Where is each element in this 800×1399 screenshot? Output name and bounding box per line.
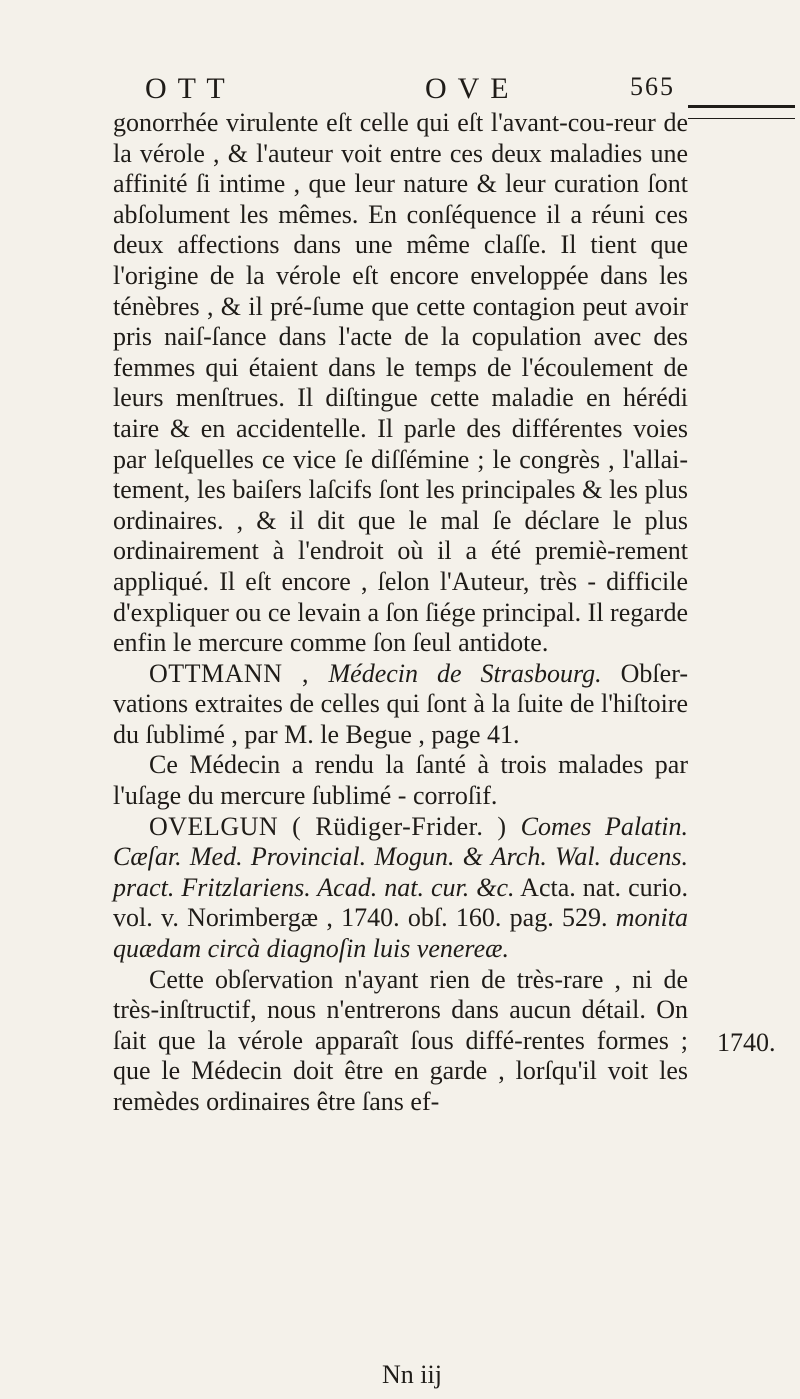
margin-year-note: 1740. <box>717 1028 776 1057</box>
text-segment: monita quædam circà diagnoſin luis venereæ. <box>113 903 688 964</box>
text-segment: Obſer-vations extraites de celles qui ſont à la ſuite de l'hiſtoire du ſublimé , par M. le Begue , page 41. <box>113 658 688 749</box>
text-segment: Acta. nat. curio. vol. v. Norimbergæ , 1740. obſ. 160. pag. 529. <box>113 872 688 933</box>
paragraph-p5 <box>113 965 688 1118</box>
text-segment: Médecin de Strasbourg. <box>328 658 602 688</box>
text-segment: OVELGUN ( Rüdiger-Frider. ) <box>149 811 521 841</box>
paragraph-p1 <box>113 108 688 659</box>
text-segment: Cette obſervation n'ayant rien de très-rare , ni de très-inſtructif, nous n'entrerons dans aucun détail. On ſait que la vérole apparaît ſous diffé-rentes formes ; que le Médecin doit être en garde , lorſqu'il voit les remèdes ordinaires être ſans ef- <box>113 964 688 1116</box>
text-segment: gonorrhée virulente eſt celle qui eſt l'avant-cou-reur de la vérole , & l'auteur voit entre ces deux maladies une affinité ſi intime , que leur nature & leur curation ſont abſolument les mêmes. En conſéquence il a réuni ces deux affections dans une même claſſe. Il tient que l'origine de la vérole eſt encore enveloppée dans les ténèbres , & il pré-ſume que cette contagion peut avoir pris naiſ-ſance dans l'acte de la copulation avec des femmes qui étaient dans le temps de l'écoulement de leurs menſtrues. Il diſtingue cette maladie en hérédi taire & en accidentelle. Il parle des différentes voies par leſquelles ce vice ſe diſſémine ; le congrès , l'allai-tement, les baiſers laſcifs ſont les principales & les plus ordinaires. , & il dit que le mal ſe déclare le plus ordinairement à l'endroit où il a été premiè-rement appliqué. Il eſt encore , ſelon l'Auteur, très - difficile d'expliquer ou ce levain a ſon ſiége principal. Il regarde enfin le mercure comme ſon ſeul antidote. <box>113 108 688 658</box>
text-segment: Comes Palatin. Cæſar. Med. Provincial. Mogun. & Arch. Wal. ducens. pract. Fritzlariens. Acad. nat. cur. &c. <box>113 811 688 902</box>
text-segment: OTTMANN , <box>149 658 329 688</box>
header-left: O T T <box>145 72 227 105</box>
running-header <box>145 72 675 112</box>
page-number: 565 <box>630 72 675 101</box>
paragraph-p4 <box>113 812 688 965</box>
body-text <box>113 108 688 1118</box>
margin-rule <box>688 105 795 119</box>
text-segment: Ce Médecin a rendu la ſanté à trois malades par l'uſage du mercure ſublimé - corroſif. <box>113 750 688 811</box>
header-middle: O V E <box>425 72 511 105</box>
paragraph-p3 <box>113 750 688 811</box>
signature-mark: Nn iij <box>382 1360 442 1389</box>
paragraph-p2 <box>113 659 688 751</box>
